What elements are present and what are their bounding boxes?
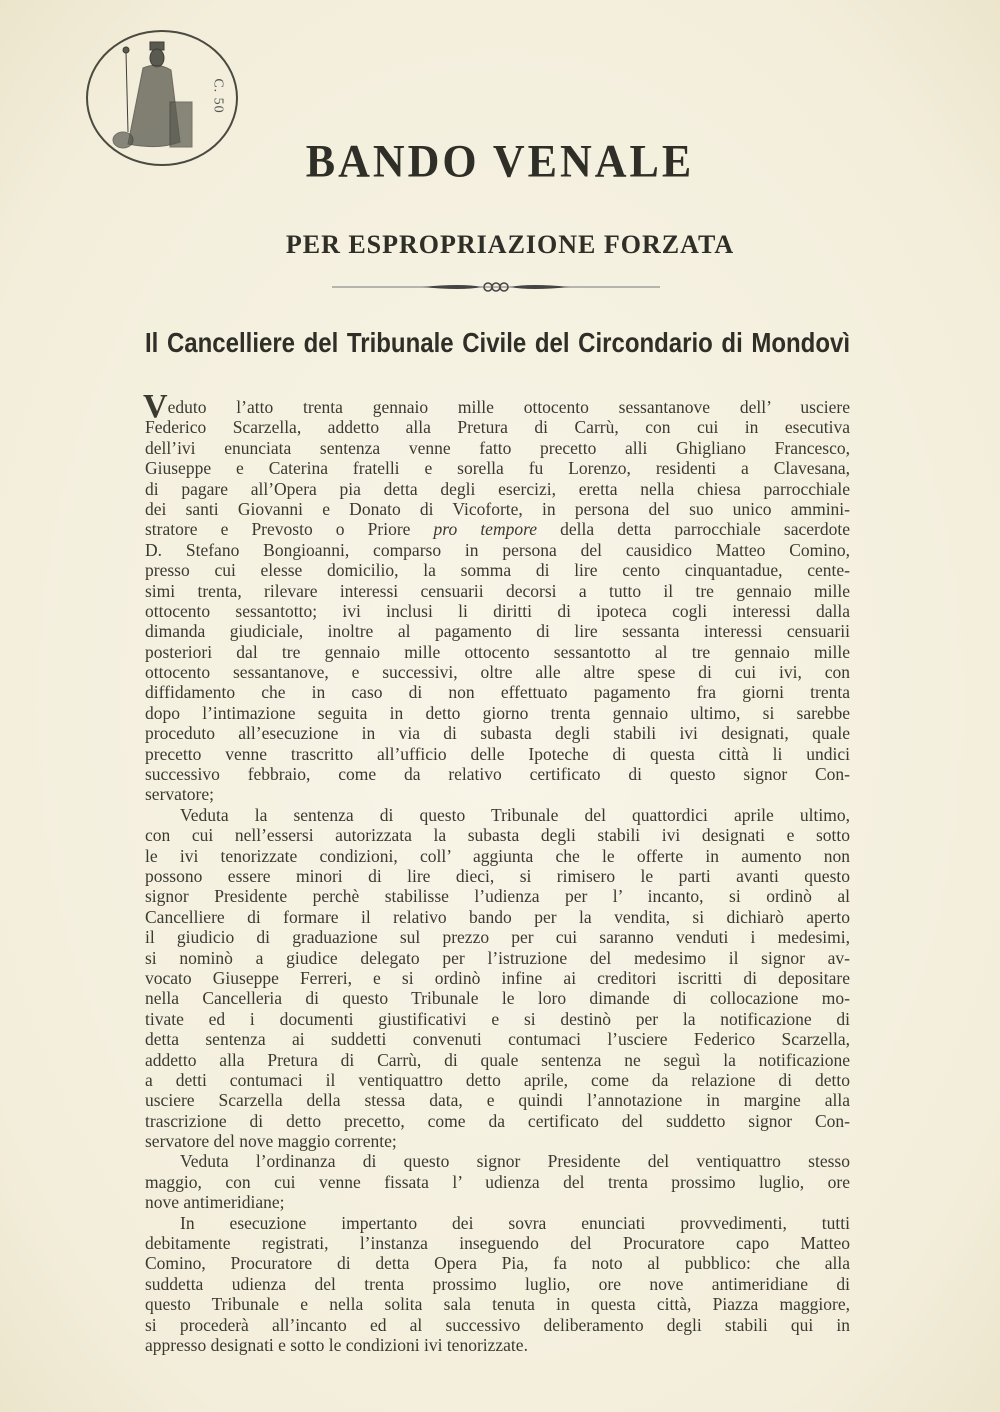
- text-line: questo Tribunale e nella solita sala tenuta in questa città, Piazza maggiore,: [145, 1294, 850, 1315]
- text-line: Cancelliere di formare il relativo bando per la vendita, si dichiarò aperto: [145, 906, 850, 927]
- text-line: diffidamento che in caso di non effettuato pagamento fra giorni trenta: [145, 682, 850, 703]
- text-line: dei santi Giovanni e Donato di Vicoforte, in persona del suo unico ammini-: [145, 498, 850, 519]
- text-line: addetto alla Pretura di Carrù, di quale sentenza ne seguì la notificazione: [145, 1049, 850, 1070]
- text-line: usciere Scarzella della stessa data, e quindi l’annotazione in margine alla: [145, 1090, 850, 1111]
- text-line: possono essere minori di lire dieci, si rimisero le parti avanti questo: [145, 865, 850, 886]
- text-line: In esecuzione impertanto dei sovra enunciati provvedimenti, tutti: [180, 1212, 850, 1233]
- text-span: della detta parrocchiale sacerdote: [537, 519, 850, 540]
- text-line: dimanda giudiciale, inoltre al pagamento di lire sessanta interessi censuarii: [145, 621, 850, 642]
- text-line: Veduta la sentenza di questo Tribunale del quattordici aprile ultimo,: [180, 804, 850, 825]
- text-line: le ivi tenorizzate condizioni, coll’ aggiunta che le offerte in aumento non: [145, 845, 850, 866]
- text-line: dopo l’intimazione seguita in detto giorno trenta gennaio ultimo, si sarebbe: [145, 702, 850, 723]
- text-line: maggio, con cui venne fissata l’ udienza del trenta prossimo luglio, ore: [145, 1171, 850, 1192]
- text-line: [143, 388, 850, 425]
- text-span: stratore e Prevosto o Priore: [145, 519, 434, 540]
- text-line: posteriori dal tre gennaio mille ottocento sessantotto al tre gennaio mille: [145, 641, 850, 662]
- text-line: vocato Giuseppe Ferreri, e si ordinò infine ai creditori iscritti di depositare: [145, 967, 850, 988]
- text-span: eduto l’atto trenta gennaio mille ottocento sessantanove dell’ usciere: [167, 397, 850, 417]
- text-line: successivo febbraio, come da relativo certificato di questo signor Con-: [145, 764, 850, 785]
- text-line: signor Presidente perchè stabilisse l’udienza per l’ incanto, si ordinò al: [145, 886, 850, 907]
- text-line: tivate ed i documenti giustificativi e si destinò per la notificazione di: [145, 1008, 850, 1029]
- document-subtitle: PER ESPROPRIAZIONE FORZATA: [285, 230, 735, 259]
- text-line: si nominò a giudice delegato per l’istruzione del medesimo il signor av-: [145, 947, 850, 968]
- text-line: servatore;: [145, 784, 214, 805]
- text-line: con cui nell’essersi autorizzata la subasta degli stabili ivi designati e sotto: [145, 825, 850, 846]
- text-line: Giuseppe e Caterina fratelli e sorella fu Lorenzo, residenti a Clavesana,: [145, 458, 850, 479]
- text-line: di pagare all’Opera pia detta degli esercizi, eretta nella chiesa parrocchiale: [145, 478, 850, 499]
- text-line: il giudicio di graduazione sul prezzo per cui saranno venduti i medesimi,: [145, 927, 850, 948]
- document-title: BANDO VENALE: [305, 135, 695, 188]
- text-line: simi trenta, rilevare interessi censuarii decorsi a tutto il tre gennaio mille: [145, 580, 850, 601]
- text-line: Veduta l’ordinanza di questo signor Presidente del ventiquattro stesso: [180, 1151, 850, 1172]
- text-line: a detti contumaci il ventiquattro detto aprile, come da relazione di detto: [145, 1069, 850, 1090]
- text-line: appresso designati e sotto le condizioni ivi tenorizzate.: [145, 1334, 528, 1355]
- text-line: Comino, Procuratore di detta Opera Pia, fa noto al pubblico: che alla: [145, 1253, 850, 1274]
- drop-cap: V: [143, 388, 168, 425]
- text-line: dell’ivi enunciata sentenza venne fatto precetto alli Ghigliano Francesco,: [145, 437, 850, 458]
- text-line: Federico Scarzella, addetto alla Pretura di Carrù, con cui in esecutiva: [145, 417, 850, 438]
- text-line: debitamente registrati, l’instanza inseguendo del Procuratore capo Matteo: [145, 1233, 850, 1254]
- text-line: nella Cancelleria di questo Tribunale le loro dimande di collocazione mo-: [145, 988, 850, 1009]
- text-line: si procederà all’incanto ed al successivo deliberamento degli stabili qui in: [145, 1314, 850, 1335]
- text-line: ottocento sessantotto; ivi inclusi li diritti di ipoteca cogli interessi dalla: [145, 600, 850, 621]
- ornament-divider: [332, 281, 660, 293]
- issuer-heading: Il Cancelliere del Tribunale Civile del Circondario di Mondovì: [145, 327, 850, 359]
- text-line: suddetta udienza del trenta prossimo luglio, ore nove antimeridiane di: [145, 1273, 850, 1294]
- seal-value: C. 50: [210, 78, 226, 114]
- document-body: [143, 388, 850, 1355]
- text-line: trascrizione di detto precetto, come da certificato del suddetto signor Con-: [145, 1110, 850, 1131]
- text-line: ottocento sessantanove, e successivi, oltre alle altre spese di cui ivi, con: [145, 662, 850, 683]
- text-line: [145, 519, 850, 539]
- text-line: nove antimeridiane;: [145, 1192, 285, 1213]
- italic-phrase: pro tempore: [433, 519, 538, 540]
- text-line: servatore del nove maggio corrente;: [145, 1131, 397, 1152]
- text-line: D. Stefano Bongioanni, comparso in persona del causidico Matteo Comino,: [145, 539, 850, 560]
- text-line: proceduto all’esecuzione in via di subasta degli stabili ivi designati, quale: [145, 723, 850, 744]
- text-line: detta sentenza ai suddetti convenuti contumaci l’usciere Federico Scarzella,: [145, 1029, 850, 1050]
- text-line: presso cui elesse domicilio, la somma di lire cento cinquantadue, cente-: [145, 560, 850, 581]
- text-line: precetto venne trascritto all’ufficio delle Ipoteche di questa città li undici: [145, 743, 850, 764]
